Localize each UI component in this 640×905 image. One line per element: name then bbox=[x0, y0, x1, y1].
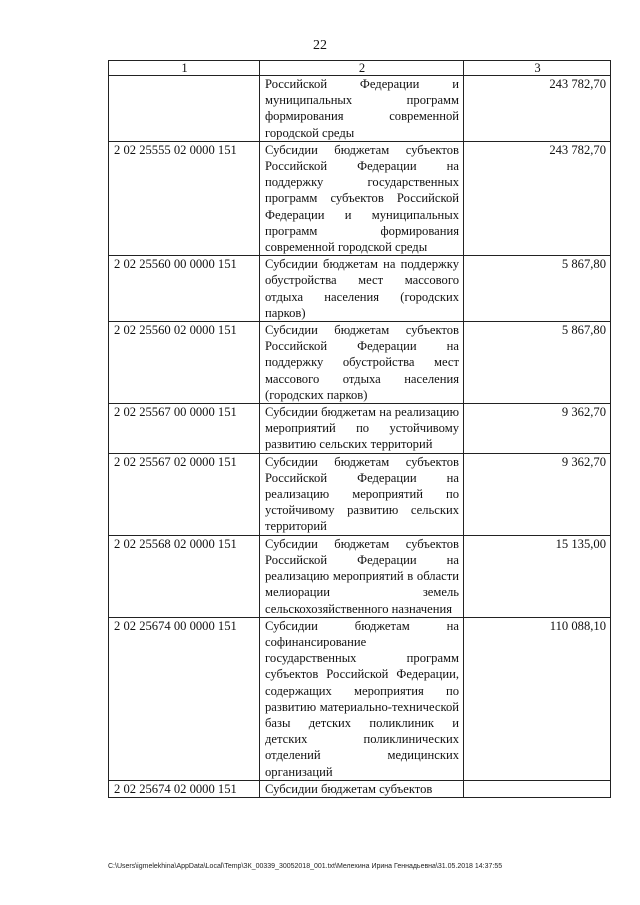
cell-amount: 110 088,10 bbox=[464, 617, 611, 780]
page-number: 22 bbox=[313, 38, 327, 53]
table-row bbox=[109, 617, 611, 780]
cell-code: 2 02 25567 00 0000 151 bbox=[109, 404, 260, 454]
cell-name: Субсидии бюджетам на поддержку обустройства мест массового отдыха населения (городских парков) bbox=[260, 256, 464, 322]
cell-code: 2 02 25555 02 0000 151 bbox=[109, 141, 260, 255]
table-row bbox=[109, 535, 611, 617]
cell-code: 2 02 25560 02 0000 151 bbox=[109, 322, 260, 404]
table-row bbox=[109, 780, 611, 797]
header-row bbox=[109, 61, 611, 76]
cell-name: Субсидии бюджетам субъектов Российской Федерации на поддержку государственных программ субъектов Российской Федерации и муниципальных программ формирования современной городской среды bbox=[260, 141, 464, 255]
cell-name: Субсидии бюджетам на софинансирование государственных программ субъектов Российской Федерации, содержащих мероприятия по развитию материально-технической базы детских поликлиник и детских поликлинических отделений медицинских организаций bbox=[260, 617, 464, 780]
table-row bbox=[109, 141, 611, 255]
table-body bbox=[109, 76, 611, 798]
cell-amount: 243 782,70 bbox=[464, 76, 611, 142]
table-row bbox=[109, 256, 611, 322]
cell-name: Субсидии бюджетам на реализацию мероприятий по устойчивому развитию сельских территорий bbox=[260, 404, 464, 454]
budget-revenue-table bbox=[108, 60, 611, 798]
column-header-1: 1 bbox=[109, 61, 260, 76]
footer-file-path: C:\Users\igmelekhina\AppData\Local\Temp\ЗК_00339_30052018_001.txt\Мелехина Ирина Геннадьевна\31.05.2018 14:37:55 bbox=[108, 863, 503, 870]
cell-name: Российской Федерации и муниципальных программ формирования современной городской среды bbox=[260, 76, 464, 142]
cell-amount: 9 362,70 bbox=[464, 453, 611, 535]
cell-code: 2 02 25567 02 0000 151 bbox=[109, 453, 260, 535]
cell-amount: 9 362,70 bbox=[464, 404, 611, 454]
cell-name: Субсидии бюджетам субъектов Российской Федерации на реализацию мероприятий в области мелиорации земель сельскохозяйственного назначения bbox=[260, 535, 464, 617]
table-row bbox=[109, 322, 611, 404]
cell-name: Субсидии бюджетам субъектов Российской Федерации на поддержку обустройства мест массового отдыха населения (городских парков) bbox=[260, 322, 464, 404]
table-row bbox=[109, 404, 611, 454]
cell-amount: 15 135,00 bbox=[464, 535, 611, 617]
cell-code: 2 02 25674 02 0000 151 bbox=[109, 780, 260, 797]
table-row bbox=[109, 453, 611, 535]
column-header-3: 3 bbox=[464, 61, 611, 76]
cell-name: Субсидии бюджетам субъектов Российской Федерации на реализацию мероприятий по устойчивому развитию сельских территорий bbox=[260, 453, 464, 535]
table-header bbox=[109, 61, 611, 76]
cell-amount: 243 782,70 bbox=[464, 141, 611, 255]
column-header-2: 2 bbox=[260, 61, 464, 76]
cell-name: Субсидии бюджетам субъектов bbox=[260, 780, 464, 797]
table-row-continuation bbox=[109, 76, 611, 142]
cell-code: 2 02 25674 00 0000 151 bbox=[109, 617, 260, 780]
cell-code: 2 02 25568 02 0000 151 bbox=[109, 535, 260, 617]
cell-amount bbox=[464, 780, 611, 797]
cell-amount: 5 867,80 bbox=[464, 256, 611, 322]
cell-code-empty bbox=[109, 76, 260, 142]
cell-amount: 5 867,80 bbox=[464, 322, 611, 404]
cell-code: 2 02 25560 00 0000 151 bbox=[109, 256, 260, 322]
